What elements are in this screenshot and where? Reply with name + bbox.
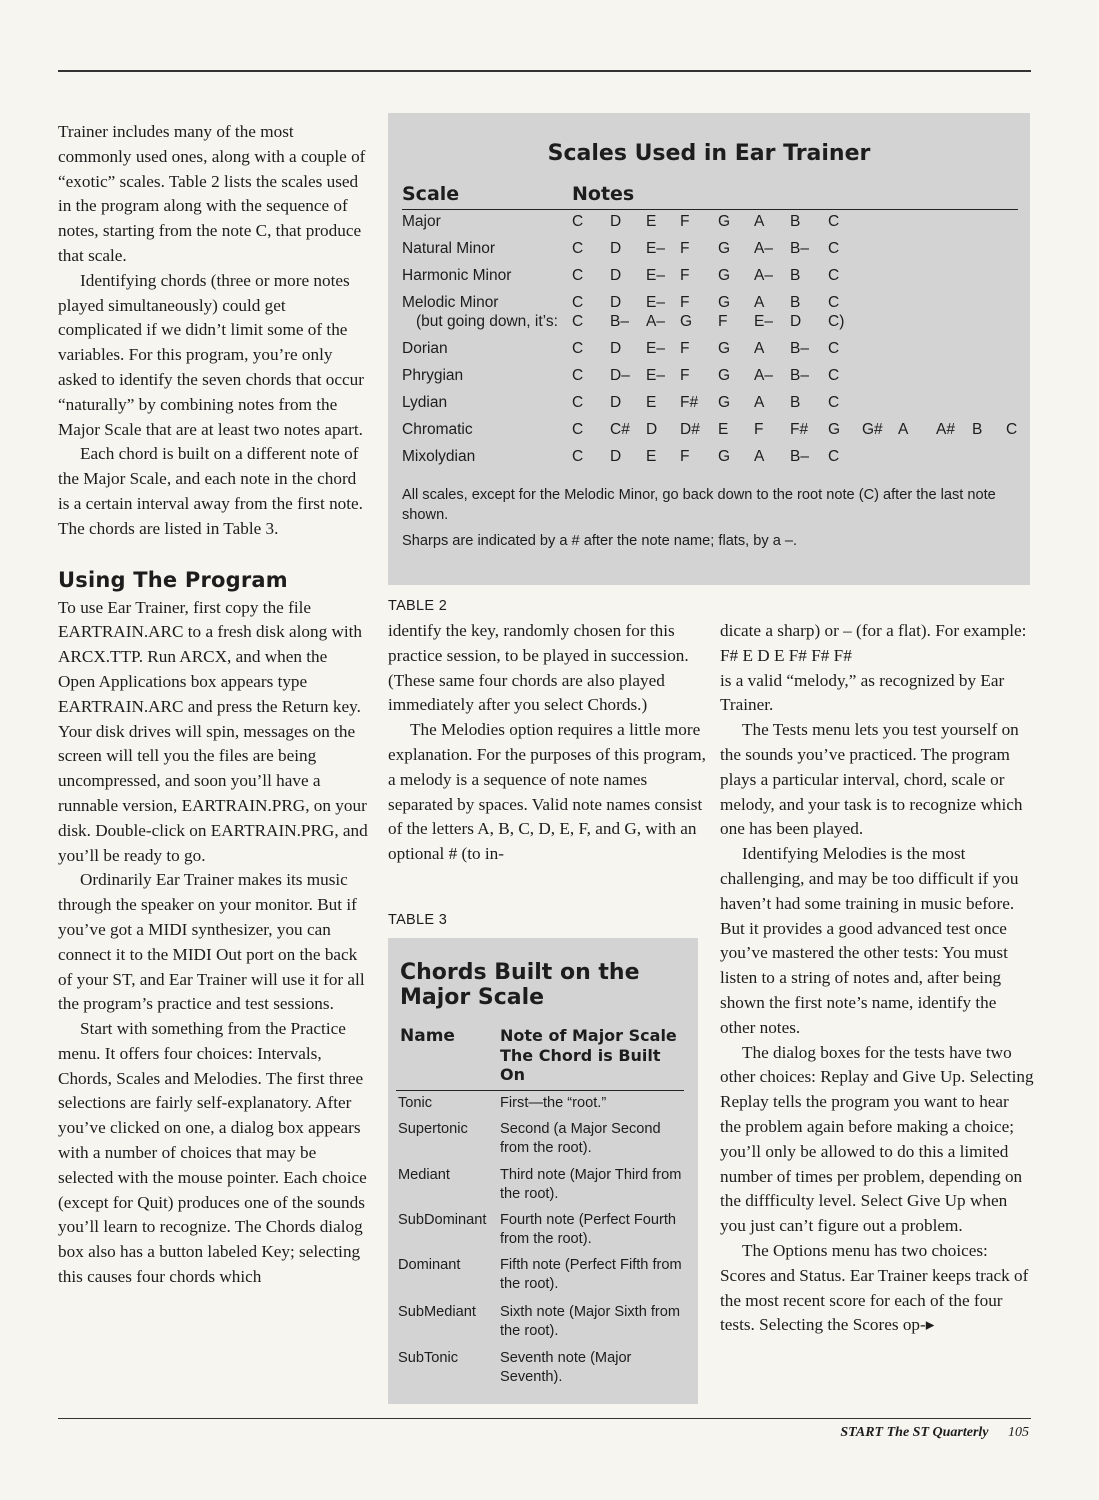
paragraph: Start with something from the Practice menu. It offers four choices: Intervals, Chords, Scales and Melodies. The first three selections are fairly self-explanatory. After you’ve clicked on one, a dialog box appears with a number of choices that may be selected with the mouse pointer. Each choice (except for Quit) produces one of the sounds you’ll learn to recognize. The Chords dialog box also has a button labeled Key; selecting this causes four chords which	[58, 1019, 367, 1287]
note-cell: E	[646, 448, 657, 465]
note-cell: G	[718, 267, 731, 284]
note-cell: B–	[790, 448, 809, 465]
note-cell: F	[680, 294, 690, 311]
note-cell: C#	[610, 421, 630, 438]
table-title: Scales Used in Ear Trainer	[547, 141, 871, 166]
note-cell: A#	[936, 421, 955, 438]
note-cell: D	[610, 394, 622, 411]
table-row	[402, 367, 1022, 389]
note-cell: C	[828, 340, 840, 357]
note-cell: D	[610, 213, 622, 230]
paragraph	[720, 1239, 1034, 1338]
note-cell: G	[718, 367, 731, 384]
chord-name: Tonic	[398, 1095, 433, 1111]
table-row	[402, 313, 1022, 335]
note-cell: F	[680, 240, 690, 257]
table-row	[402, 240, 1022, 262]
note-cell: F	[718, 313, 728, 330]
note-cell: C	[572, 421, 584, 438]
note-cell: C	[572, 367, 584, 384]
paragraph: is a valid “melody,” as recognized by Ear Trainer.	[720, 670, 1005, 715]
scale-name: Melodic Minor	[402, 294, 499, 311]
paragraph: Identifying chords (three or more notes played simultaneously) could get complicated if we didn’t limit some of the variables. For this program, you’re only asked to identify the seven chords that occur “naturally” by combining notes from the Major Scale that are at least two notes apart.	[58, 270, 364, 439]
note-cell: A	[754, 340, 765, 357]
paragraph: identify the key, randomly chosen for this practice session, to be played in succession. (These same four chords are also played immediately after you select Chords.)	[388, 621, 689, 715]
note-cell: A	[898, 421, 909, 438]
note-cell: C)	[828, 313, 845, 330]
scale-name: Mixolydian	[402, 448, 476, 465]
note-cell: E–	[646, 240, 665, 257]
scale-name: Chromatic	[402, 421, 473, 438]
scale-name: Dorian	[402, 340, 448, 357]
page-number: 105	[1008, 1425, 1029, 1440]
magazine-name: START The ST Quarterly	[840, 1425, 989, 1440]
note-cell: E–	[646, 267, 665, 284]
note-cell: E–	[754, 313, 773, 330]
note-cell: A–	[754, 240, 773, 257]
note-cell: D–	[610, 367, 630, 384]
note-cell: B–	[610, 313, 629, 330]
note-cell: A	[754, 294, 765, 311]
paragraph: Each chord is built on a different note of the Major Scale, and each note in the chord is a certain interval away from the first note. The chords are listed in Table 3.	[58, 444, 363, 538]
note-cell: F	[680, 340, 690, 357]
note-cell: C	[572, 294, 584, 311]
chord-name: Mediant	[398, 1167, 450, 1183]
section-heading: Using The Program	[58, 567, 288, 592]
table-row	[402, 394, 1022, 416]
chord-name: Dominant	[398, 1257, 461, 1273]
note-cell: B	[790, 213, 801, 230]
table-label: TABLE 2	[388, 598, 448, 614]
table-row	[398, 1349, 690, 1389]
table-row	[402, 267, 1022, 289]
note-cell: C	[572, 340, 584, 357]
scale-name: Major	[402, 213, 441, 230]
note-cell: C	[572, 213, 584, 230]
note-cell: F	[680, 448, 690, 465]
note-cell: D	[610, 240, 622, 257]
chord-name: SubMediant	[398, 1304, 476, 1320]
note-cell: F	[680, 367, 690, 384]
note-cell: C	[828, 448, 840, 465]
table-row	[402, 213, 1022, 235]
note-cell: G#	[862, 421, 883, 438]
scale-name: Harmonic Minor	[402, 267, 512, 284]
note-cell: D	[610, 294, 622, 311]
note-cell: G	[718, 394, 731, 411]
note-cell: E–	[646, 294, 665, 311]
chord-description: Fifth note (Perfect Fifth from the root).	[500, 1257, 682, 1292]
chord-description: Sixth note (Major Sixth from the root).	[500, 1304, 681, 1339]
note-cell: B	[790, 394, 801, 411]
note-cell: C	[572, 240, 584, 257]
note-cell: A	[754, 394, 765, 411]
note-cell: A–	[754, 267, 773, 284]
paragraph: To use Ear Trainer, first copy the file EARTRAIN.ARC to a fresh disk along with ARCX.TTP. Run ARCX, and when the Open Applications box appears type EARTRAIN.ARC and press the Return key. Your disk drives will spin, messages on the screen will tell you the files are being uncompressed, and soon you’ll have a runnable version, EARTRAIN.PRG, on your disk. Double-click on EARTRAIN.PRG, and you’ll be ready to go.	[58, 597, 368, 865]
note-cell: G	[718, 213, 731, 230]
paragraph: The Melodies option requires a little more explanation. For the purposes of this program, a melody is a sequence of note names separated by spaces. Valid note names consist of the letters A, B, C, D, E, F, and G, with an optional # (to in-	[388, 720, 706, 864]
column-header-scale: Scale	[402, 183, 460, 205]
chord-description: Fourth note (Perfect Fourth from the root).	[500, 1212, 677, 1247]
note-cell: B–	[790, 240, 809, 257]
chord-name: Supertonic	[398, 1121, 468, 1137]
note-cell: C	[572, 313, 584, 330]
note-cell: G	[680, 313, 693, 330]
top-rule	[58, 70, 1031, 72]
note-cell: B	[972, 421, 983, 438]
header-rule	[402, 209, 1018, 210]
note-cell: E–	[646, 340, 665, 357]
note-cell: A–	[754, 367, 773, 384]
note-cell: B–	[790, 367, 809, 384]
table-title: Chords Built on the Major Scale	[400, 960, 640, 1010]
note-cell: C	[828, 367, 840, 384]
note-cell: D	[790, 313, 802, 330]
table-row	[398, 1166, 690, 1206]
note-cell: C	[828, 240, 840, 257]
paragraph: The dialog boxes for the tests have two other choices: Replay and Give Up. Selecting Replay tells the program you want to hear the problem again before making a choice; you’ll only be allowed to do this a limited number of times per problem, depending on the diffficulty level. Select Give Up when you just can’t figure out a problem.	[720, 1042, 1034, 1236]
column-1	[58, 120, 368, 1290]
note-cell: G	[718, 240, 731, 257]
note-cell: E	[646, 213, 657, 230]
table-row	[398, 1303, 690, 1343]
note-cell: C	[572, 267, 584, 284]
note-cell: A	[754, 213, 765, 230]
paragraph: Identifying Melodies is the most challenging, and may be too difficult if you haven’t had some training in music before. But it provides a good advanced test once you’ve mastered the other tests: You must listen to a string of notes and, after being shown the first note’s name, identify the other notes.	[720, 844, 1019, 1037]
note-cell: C	[828, 267, 840, 284]
note-cell: B	[790, 294, 801, 311]
note-cell: A	[754, 448, 765, 465]
chord-name: SubTonic	[398, 1350, 459, 1366]
continue-arrow-icon: ▸	[925, 1315, 935, 1335]
table-label: TABLE 3	[388, 912, 448, 928]
note-cell: F	[680, 267, 690, 284]
paragraph: Ordinarily Ear Trainer makes its music through the speaker on your monitor. But if you’ve got a MIDI synthesizer, you can connect it to the MIDI Out port on the back of your ST, and Ear Trainer will use it for all the program’s practice and test sessions.	[58, 870, 365, 1014]
table-3-chords	[388, 938, 698, 1404]
note-cell: F	[754, 421, 764, 438]
note-cell: B	[790, 267, 801, 284]
scale-name: Natural Minor	[402, 240, 496, 257]
note-cell: F#	[790, 421, 809, 438]
column-2	[388, 619, 706, 867]
scale-name: Phrygian	[402, 367, 464, 384]
table-row	[402, 448, 1022, 470]
example-melody: F# E D E F# F# F#	[720, 645, 852, 665]
note-cell: C	[1006, 421, 1018, 438]
note-cell: G	[828, 421, 841, 438]
note-cell: C	[828, 394, 840, 411]
table-row	[398, 1120, 690, 1160]
note-cell: A–	[646, 313, 665, 330]
chord-description: First—the “root.”	[500, 1095, 607, 1111]
column-3	[720, 619, 1034, 1338]
table-note: Sharps are indicated by a # after the note name; flats, by a –.	[402, 533, 798, 549]
note-cell: D	[610, 448, 622, 465]
note-cell: D	[610, 267, 622, 284]
note-cell: E	[646, 394, 657, 411]
table-row	[398, 1256, 690, 1296]
note-cell: C	[828, 294, 840, 311]
chord-description: Seventh note (Major Seventh).	[500, 1350, 632, 1385]
note-cell: D	[646, 421, 658, 438]
chord-description: Second (a Major Second from the root).	[500, 1121, 661, 1156]
note-cell: B–	[790, 340, 809, 357]
note-cell: E	[718, 421, 729, 438]
chord-name: SubDominant	[398, 1212, 487, 1228]
table-2-scales	[388, 113, 1030, 585]
table-row	[398, 1211, 690, 1251]
chord-description: Third note (Major Third from the root).	[500, 1167, 682, 1202]
scale-name: (but going down, it’s:	[416, 313, 558, 330]
page-footer	[840, 1425, 1029, 1441]
table-row	[402, 421, 1022, 443]
scale-name: Lydian	[402, 394, 448, 411]
table-row	[402, 340, 1022, 362]
table-note: All scales, except for the Melodic Minor, go back down to the root note (C) after the last note shown.	[402, 487, 996, 523]
header-rule	[396, 1090, 684, 1091]
paragraph: The Tests menu lets you test yourself on the sounds you’ve practiced. The program plays a particular interval, chord, scale or melody, and your task is to recognize which one has been played.	[720, 720, 1023, 839]
bottom-rule	[58, 1418, 1031, 1419]
note-cell: G	[718, 340, 731, 357]
column-header-note: Note of Major Scale The Chord is Built On	[500, 1026, 677, 1084]
column-header-notes: Notes	[572, 183, 635, 205]
paragraph: dicate a sharp) or – (for a flat). For example:	[720, 621, 1027, 640]
note-cell: G	[718, 294, 731, 311]
note-cell: G	[718, 448, 731, 465]
paragraph: Trainer includes many of the most commonly used ones, along with a couple of “exotic” scales. Table 2 lists the scales used in the program along with the sequence of notes, starting from the note C, that produce that scale.	[58, 122, 366, 265]
note-cell: F	[680, 213, 690, 230]
note-cell: E–	[646, 367, 665, 384]
note-cell: C	[572, 448, 584, 465]
column-header-name: Name	[400, 1026, 455, 1046]
note-cell: C	[572, 394, 584, 411]
note-cell: F#	[680, 394, 699, 411]
paragraph-text: The Options menu has two choices: Scores and Status. Ear Trainer keeps track of the most recent score for each of the four tests. Selecting the Scores op-	[720, 1240, 1029, 1335]
note-cell: D	[610, 340, 622, 357]
note-cell: C	[828, 213, 840, 230]
note-cell: D#	[680, 421, 700, 438]
